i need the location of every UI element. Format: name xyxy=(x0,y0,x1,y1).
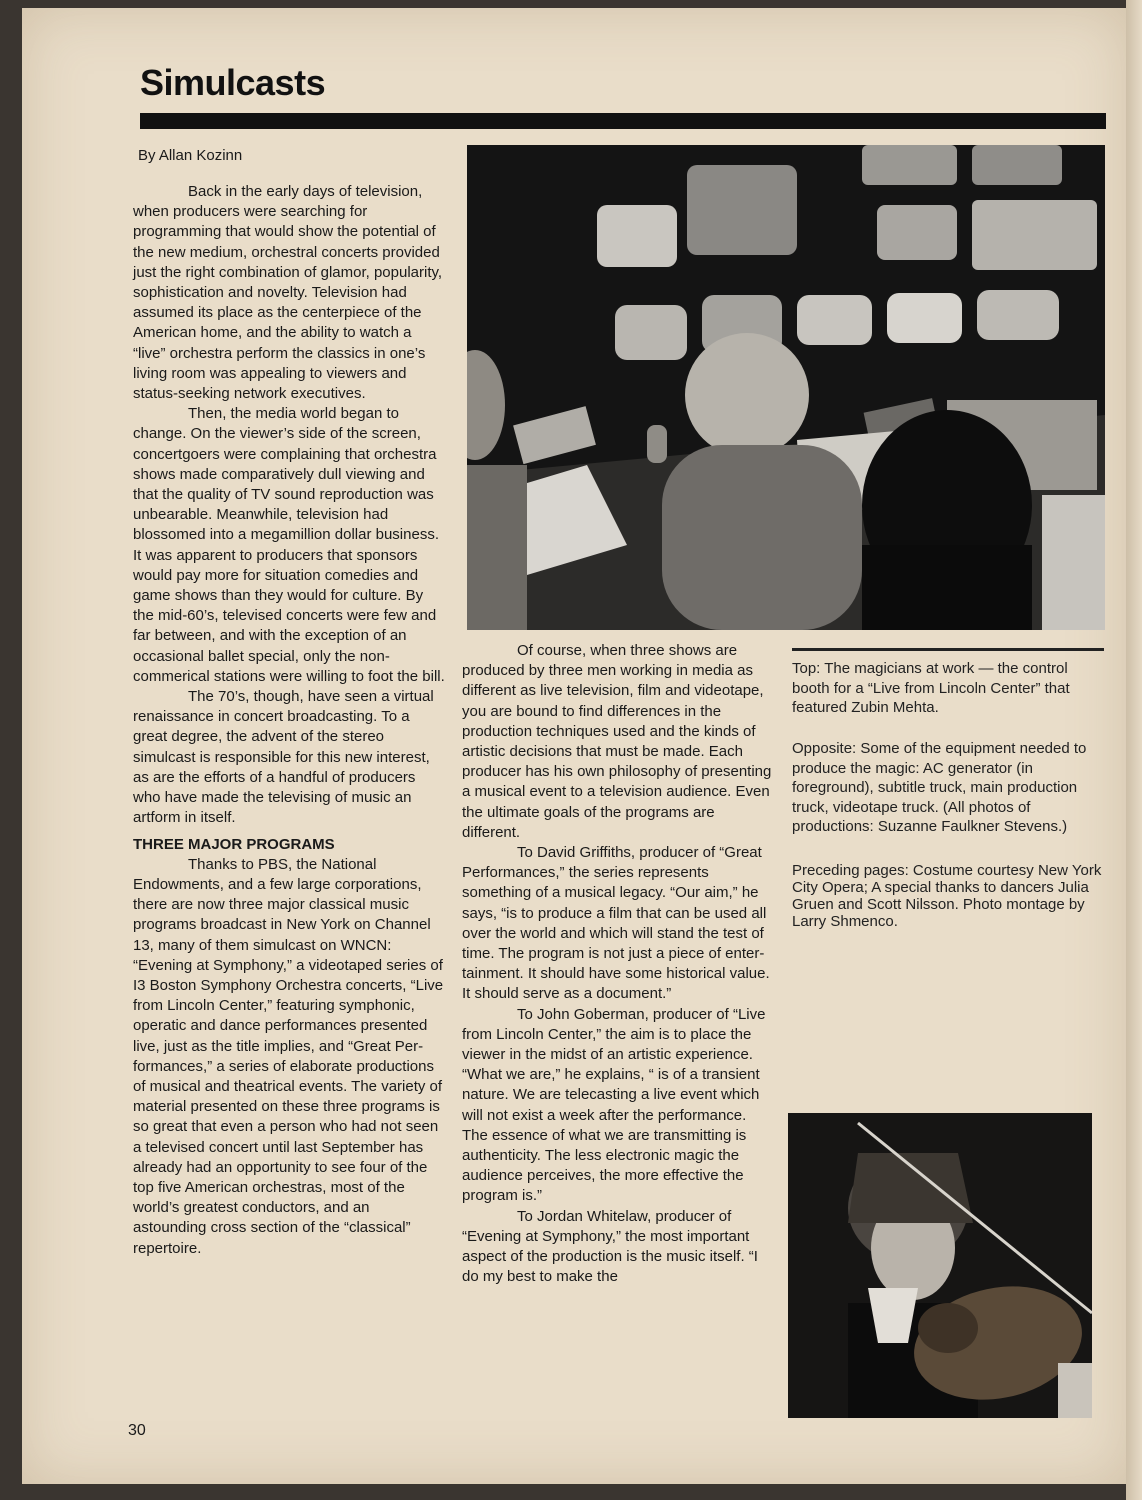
paragraph: To Jordan Whitelaw, producer of “Evening at Symphony,” the most important aspect of the production is the music itself. “I do my best to make the xyxy=(462,1207,758,1286)
violinist-illustration xyxy=(788,1113,1092,1418)
caption-preceding-pages: Preceding pages: Costume courtesy New York City Opera; A special thanks to dancers Julia Gruen and Scott Nilsson. Photo montage by Larry Shmenco. xyxy=(792,862,1102,930)
title-rule xyxy=(140,113,1106,129)
section-heading: THREE MAJOR PROGRAMS xyxy=(133,835,335,853)
control-booth-photo xyxy=(467,145,1105,630)
paragraph: Back in the early days of television, when producers were searching for programming that would show the potential of the new medium, orchestral concerts provided just the right combination of glamor, popularity, sophistication and novelty. Television had assumed its place as the centerpiece of the American home, and the ability to watch a “live” orchestra perform the classics in one’s living room was appealing to viewers and status-seeking network executives. xyxy=(133,183,443,403)
caption-rule xyxy=(792,648,1104,651)
next-page-edge xyxy=(1126,0,1142,1500)
violinist-photo xyxy=(788,1113,1092,1418)
paragraph: Thanks to PBS, the National Endowments, and a few large corporations, there are now three major classical music programs broadcast in New York on Channel 13, many of them simulcast on WNCN: “Evening at Symphony,” a videotaped series of I3 Boston Symphony Orchestra concerts, “Live from Lincoln Center,” featuring symphonic, operatic and dance performances presented live, just as the title implies, and “Great Performances,” a series of elaborate productions of musical and theatrical events. The variety of material presented on these three programs is so great that even a person who had not seen a televised concert until last September has already had an opportunity to see four of the top five American orchestras, most of the world’s greatest conductors, and an astounding cross section of the “classical” repertoire. xyxy=(133,855,444,1257)
paragraph: Then, the media world began to change. On the viewer’s side of the screen, concertgoers were complaining that orchestra shows made comparatively dull viewing and that the quality of TV sound reproduction was unbearable. Meanwhile, television had blossomed into a megamillion dollar business. It was apparent to producers that sponsors would pay more for situation comedies and game shows than they would for culture. By the mid-60’s, televised concerts were few and far between, and with the exception of an occasional ballet special, only the non-commerical stations were willing to foot the bill. xyxy=(133,405,445,685)
paragraph: To David Griffiths, producer of “Great Performances,” the series represents something of a musical legacy. “Our aim,” he says, “is to produce a film that can be used all over the world and which will stand the test of time. The program is not just a piece of entertainment. It should have some historical value. It should serve as a document.” xyxy=(462,844,770,1003)
article-column-1 xyxy=(133,182,445,1259)
article-title: Simulcasts xyxy=(140,62,326,103)
caption-opposite: Opposite: Some of the equipment needed to produce the magic: AC generator (in foreground), subtitle truck, main production truck, videotape truck. (All photos of productions: Suzanne Faulkner Stevens.) xyxy=(792,740,1087,835)
control-booth-illustration xyxy=(467,145,1105,630)
paragraph: To John Goberman, producer of “Live from Lincoln Center,” the aim is to place the viewer in the midst of an artistic experience. “What we are,” he explains, “ is of a transient nature. We are telecasting a live event which will not exist a week after the performance. The essence of what we are transmitting is authenticity. The less electronic magic the audience perceives, the more effective the program is.” xyxy=(462,1005,766,1205)
byline: By Allan Kozinn xyxy=(138,147,243,164)
article-column-2 xyxy=(462,641,774,1288)
paragraph: The 70’s, though, have seen a virtual renaissance in concert broadcasting. To a great degree, the advent of the stereo simulcast is responsible for this new interest, as are the efforts of a handful of producers who have made the televising of music an artform in itself. xyxy=(133,688,434,827)
page-number: 30 xyxy=(128,1422,146,1439)
caption-top-photo: Top: The magicians at work — the control booth for a “Live from Lincoln Center” that featured Zubin Mehta. xyxy=(792,660,1070,716)
paragraph: Of course, when three shows are produced by three men working in media as different as live television, film and videotape, you are bound to find differences in the production techniques used and the kinds of artistic decisions that must be made. Each producer has his own philosophy of presenting a musical event to a television audience. Even the ultimate goals of the programs are different. xyxy=(462,642,772,841)
